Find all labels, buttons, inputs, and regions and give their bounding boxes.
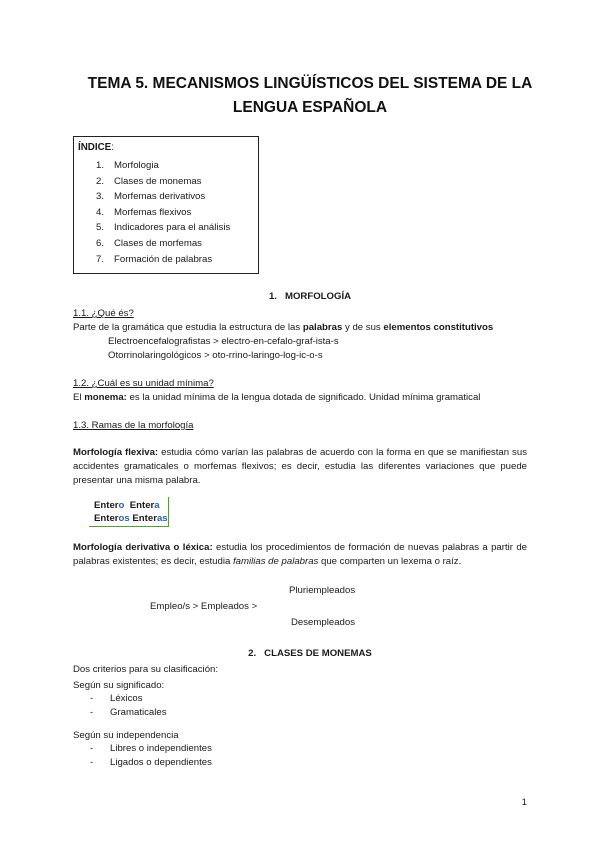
document-title-line-2: LENGUA ESPAÑOLA xyxy=(232,99,388,116)
index-list xyxy=(96,158,230,267)
inflection-row-plural: Enteros Enteras xyxy=(94,513,168,524)
list-item: - Gramaticales xyxy=(90,707,167,718)
monema-definition: El monema: es la unidad mínima de la lengua dotada de significado. Unidad mínima gramatical xyxy=(73,392,481,403)
example-segmentation-1: Electroencefalografistas > electro-en-cefalo-graf-ista-s xyxy=(108,336,339,347)
index-box xyxy=(73,136,259,274)
index-item: 6. Clases de morfemas xyxy=(96,237,202,249)
subsection-1-1-heading: 1.1. ¿Qué és? xyxy=(73,308,134,319)
list-item: - Ligados o dependientes xyxy=(90,757,212,768)
page-number: 1 xyxy=(521,797,527,808)
index-item: 7. Formación de palabras xyxy=(96,253,213,265)
classification-intro: Dos criterios para su clasificación: xyxy=(73,664,219,675)
index-item: 2. Clases de monemas xyxy=(96,175,202,187)
index-item: 3. Morfemas derivativos xyxy=(96,191,206,203)
section-2-heading: 2. CLASES DE MONEMAS xyxy=(248,648,372,659)
criterion-independencia: Según su independencia xyxy=(73,730,179,741)
index-item: 4. Morfemas flexivos xyxy=(96,206,192,218)
subsection-1-2-heading: 1.2. ¿Cuál es su unidad mínima? xyxy=(73,378,214,389)
index-item: 1. Morfologia xyxy=(96,160,159,171)
subsection-1-3-heading: 1.3. Ramas de la morfología xyxy=(73,420,194,431)
example-segmentation-2: Otorrinolaringológicos > oto-rrino-laringo-log-ic-o-s xyxy=(108,350,323,361)
criterion-significado: Según su significado: xyxy=(73,680,165,691)
word-family-bottom: Desempleados xyxy=(291,617,355,628)
section-1-heading: 1. MORFOLOGÍA xyxy=(268,291,352,302)
derivativa-paragraph: Morfología derivativa o léxica: estudia los procedimientos de formación de nuevas palabras a partir de palabras existentes; es decir, estudia familias de palabras que comparten un lexema o raíz. xyxy=(73,542,527,567)
document-title-line-1: TEMA 5. MECANISMOS LINGÜÍSTICOS DEL SISTEMA DE LA xyxy=(87,75,533,92)
word-family-top: Pluriempleados xyxy=(289,585,356,596)
morphology-definition: Parte de la gramática que estudia la estructura de las palabras y de sus elementos constitutivos xyxy=(73,322,494,333)
inflection-example-box xyxy=(89,497,169,527)
inflection-row-singular: Entero Entera xyxy=(94,500,160,511)
flexiva-paragraph: Morfología flexiva: estudia cómo varían las palabras de acuerdo con la forma en que se manifiestan sus accidentes gramaticales o morfemas flexivos; es decir, estudia las diferentes variaciones que puede presentar una misma palabra. xyxy=(73,447,527,486)
list-item: - Léxicos xyxy=(90,693,143,704)
word-family-root: Empleo/s > Empleados > xyxy=(150,601,258,612)
list-item: - Libres o independientes xyxy=(90,743,212,754)
index-item: 5. Indicadores para el análisis xyxy=(96,222,231,234)
index-heading: ÍNDICE: xyxy=(78,142,114,153)
